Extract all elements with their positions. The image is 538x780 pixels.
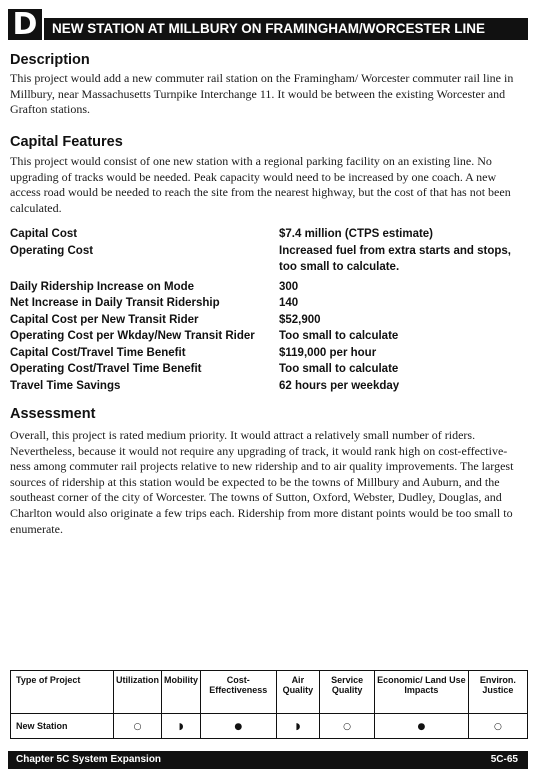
page-footer [8,751,528,769]
fact-value: $7.4 million (CTPS estimate) [279,228,434,240]
fact-label: Operating Cost/Travel Time Benefit [10,363,202,375]
fact-value: Too small to calculate [279,363,399,375]
fact-label: Net Increase in Daily Transit Ridership [10,297,220,309]
fact-row [10,243,530,276]
half-circle-icon: ◗ [295,721,301,732]
empty-circle-icon: ○ [493,721,502,732]
empty-circle-icon: ○ [133,721,142,732]
table-row [11,714,528,739]
column-header: Service Quality [320,671,375,714]
capital-features-text: This project would consist of one new station with a regional parking facility on an existing line. No upgrading of tracks would be needed. Peak capacity would need to be increased by one coach. A new access road would be needed to reach the site from the nearest highway, but the cost of that has not been calculated. [10,154,511,215]
empty-circle-icon: ○ [343,721,352,732]
page-header [8,6,528,42]
chapter-label: Chapter 5C System Expansion [16,754,162,765]
fact-label: Capital Cost/Travel Time Benefit [10,346,186,359]
ratings-header-row [11,671,528,714]
fact-label: Capital Cost [10,228,78,240]
fact-row [10,312,530,329]
column-header: Type of Project [11,671,114,714]
rating-cell [320,714,375,739]
rating-cell [276,714,320,739]
capital-features-heading: Capital Features [10,134,123,150]
rating-cell [375,714,469,739]
fact-label: Daily Ridership Increase on Mode [10,280,195,293]
rating-cell [114,714,162,739]
fact-row [10,295,530,312]
section-badge [8,6,42,42]
fact-row [10,345,530,362]
fact-value: 300 [279,280,299,293]
assessment-heading: Assessment [10,406,96,422]
fact-row [10,378,530,395]
fact-label: Travel Time Savings [10,379,121,392]
fact-value: Too small to calculate [279,330,399,342]
fact-row [10,328,530,345]
column-header: Cost-Effectiveness [201,671,277,714]
fact-label: Operating Cost per Wkday/New Transit Rider [10,330,255,342]
fact-value: $119,000 per hour [279,346,377,359]
assessment-text: Overall, this project is rated medium priority. It would attract a relatively small number of riders. Nevertheless, because it would not require any upgrading of track, it would rank high on cost-effective-ness among commuter rail projects relative to new ridership and to air quality improvements. The largest sources of ridership at this station would be expected to be the towns of Millbury and Auburn, and the southeast corner of the city of Worcester. The towns of Sutton, Oxford, Webster, Dudley, Douglas, and Charlton would also originate a few trips each. Ridership from more distant points would be too small to enumerate. [10,428,514,536]
row-label: New Station [11,714,114,739]
fact-value: Increased fuel from extra starts and stops, too small to calculate. [279,244,511,273]
fact-value: 140 [279,297,299,309]
fact-row [10,279,530,296]
column-header: Environ. Justice [468,671,527,714]
column-header: Utilization [114,671,162,714]
filled-circle-icon: ● [234,721,243,732]
page-title: NEW STATION AT MILLBURY ON FRAMINGHAM/WORCESTER LINE [44,18,528,40]
column-header: Air Quality [276,671,320,714]
fact-value: 62 hours per weekday [279,379,400,392]
filled-circle-icon: ● [417,721,426,732]
project-facts [10,226,530,394]
rating-cell [162,714,201,739]
page-number: 5C-65 [490,754,518,765]
fact-label: Operating Cost [10,244,94,257]
half-circle-icon: ◗ [178,721,184,732]
description-heading: Description [10,52,90,68]
rating-cell [201,714,277,739]
column-header: Mobility [162,671,201,714]
rating-cell [468,714,527,739]
description-text: This project would add a new commuter rail station on the Framingham/ Worcester commuter rail line in Millbury, near Massachusetts Turnpike Interchange 11. It would be between the existing Worcester and Grafton stations. [10,71,514,117]
section-letter: D [12,6,38,42]
ratings-table [10,670,528,739]
column-header: Economic/ Land Use Impacts [375,671,469,714]
fact-label: Capital Cost per New Transit Rider [10,313,199,326]
fact-value: $52,900 [279,313,321,326]
fact-row [10,226,530,243]
fact-row [10,361,530,378]
